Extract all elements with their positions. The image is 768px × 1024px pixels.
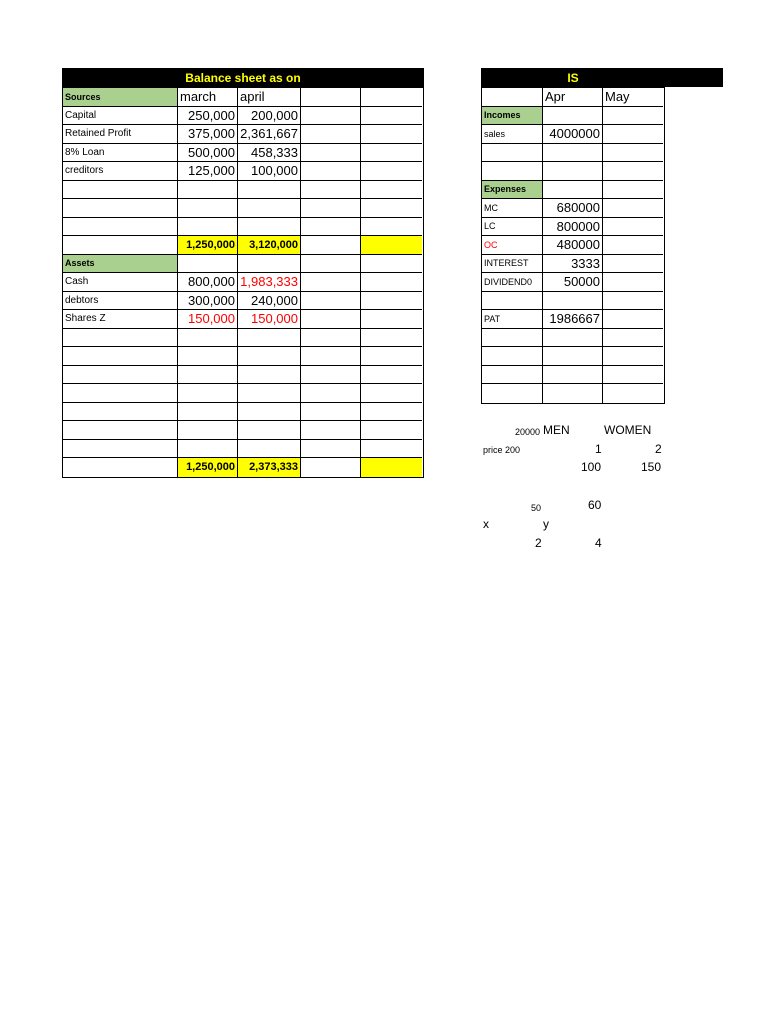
empty-cell[interactable] [361, 199, 422, 218]
table-row [63, 218, 423, 237]
empty-cell[interactable] [361, 292, 422, 311]
empty-cell[interactable] [178, 199, 238, 218]
empty-cell[interactable] [482, 144, 543, 163]
empty-cell[interactable] [301, 125, 361, 144]
note-two[interactable]: 2 [655, 442, 662, 456]
table-row [482, 88, 664, 107]
empty-cell[interactable] [482, 347, 543, 366]
incomes-header[interactable]: Incomes [482, 107, 543, 126]
table-row [63, 107, 423, 126]
row-label[interactable]: debtors [63, 292, 178, 311]
empty-cell[interactable] [603, 236, 663, 255]
empty-cell[interactable] [178, 218, 238, 237]
empty-cell[interactable] [603, 218, 663, 237]
sources-total-row [63, 236, 423, 255]
table-row [482, 144, 664, 163]
total-march[interactable]: 1,250,000 [178, 236, 238, 255]
empty-cell[interactable] [603, 125, 663, 144]
empty-cell[interactable] [63, 366, 178, 385]
note-price[interactable]: price 200 [483, 445, 521, 455]
empty-cell[interactable] [301, 458, 361, 477]
row-label[interactable]: LC [482, 218, 543, 237]
note-one[interactable]: 1 [595, 442, 602, 456]
table-row [482, 384, 664, 403]
value-cell[interactable]: 680000 [543, 199, 603, 218]
assets-total-row [63, 458, 423, 477]
table-row [482, 273, 664, 292]
value-cell[interactable]: 150,000 [178, 310, 238, 329]
empty-cell[interactable] [301, 384, 361, 403]
value-cell[interactable]: 1986667 [543, 310, 603, 329]
highlighted-empty-cell[interactable] [361, 458, 422, 477]
table-row [63, 403, 423, 422]
empty-cell[interactable] [301, 218, 361, 237]
table-row [482, 162, 664, 181]
empty-cell[interactable] [63, 218, 178, 237]
table-row [482, 292, 664, 311]
empty-cell[interactable] [361, 366, 422, 385]
table-row [482, 236, 664, 255]
empty-cell[interactable] [543, 162, 603, 181]
empty-cell[interactable] [603, 199, 663, 218]
empty-cell[interactable] [543, 292, 603, 311]
empty-cell[interactable] [361, 125, 422, 144]
empty-cell[interactable] [543, 181, 603, 200]
empty-cell[interactable] [361, 107, 422, 126]
empty-cell[interactable] [63, 440, 178, 459]
row-label[interactable]: Retained Profit [63, 125, 178, 144]
empty-cell[interactable] [301, 440, 361, 459]
table-row [482, 218, 664, 237]
empty-cell[interactable] [238, 329, 301, 348]
col-header-april[interactable]: april [238, 88, 301, 107]
value-cell[interactable]: 300,000 [178, 292, 238, 311]
empty-cell[interactable] [301, 144, 361, 163]
empty-cell[interactable] [603, 329, 663, 348]
empty-cell[interactable] [603, 144, 663, 163]
empty-cell[interactable] [301, 310, 361, 329]
empty-cell[interactable] [361, 440, 422, 459]
empty-cell[interactable] [178, 181, 238, 200]
empty-cell[interactable] [238, 384, 301, 403]
assets-header[interactable]: Assets [63, 255, 178, 274]
value-cell[interactable]: 50000 [543, 273, 603, 292]
value-cell[interactable]: 100,000 [238, 162, 301, 181]
empty-cell[interactable] [543, 144, 603, 163]
value-cell[interactable]: 240,000 [238, 292, 301, 311]
empty-cell[interactable] [361, 421, 422, 440]
row-label[interactable]: MC [482, 199, 543, 218]
empty-cell[interactable] [178, 384, 238, 403]
empty-cell[interactable] [361, 403, 422, 422]
value-cell[interactable]: 125,000 [178, 162, 238, 181]
total-april[interactable]: 3,120,000 [238, 236, 301, 255]
empty-cell[interactable] [543, 107, 603, 126]
empty-cell[interactable] [238, 421, 301, 440]
empty-cell[interactable] [178, 329, 238, 348]
balance-sheet-table [62, 68, 424, 478]
income-statement-table [481, 68, 665, 404]
empty-cell[interactable] [238, 347, 301, 366]
empty-cell[interactable] [178, 255, 238, 274]
empty-cell[interactable] [238, 181, 301, 200]
total-march[interactable]: 1,250,000 [178, 458, 238, 477]
empty-cell[interactable] [178, 421, 238, 440]
col-header-may[interactable]: May [603, 88, 663, 107]
note-women[interactable]: WOMEN [604, 423, 652, 437]
expenses-header[interactable]: Expenses [482, 181, 543, 200]
empty-cell[interactable] [63, 329, 178, 348]
row-label[interactable]: 8% Loan [63, 144, 178, 163]
empty-cell[interactable] [238, 403, 301, 422]
value-cell[interactable]: 458,333 [238, 144, 301, 163]
table-row [63, 440, 423, 459]
table-row [63, 384, 423, 403]
value-cell[interactable]: 250,000 [178, 107, 238, 126]
empty-cell[interactable] [543, 366, 603, 385]
value-cell[interactable]: 150,000 [238, 310, 301, 329]
value-cell[interactable]: 500,000 [178, 144, 238, 163]
table-row [63, 366, 423, 385]
empty-cell[interactable] [482, 162, 543, 181]
row-label[interactable]: PAT [482, 310, 543, 329]
table-row [482, 107, 664, 126]
empty-cell[interactable] [361, 218, 422, 237]
empty-cell[interactable] [603, 366, 663, 385]
sources-header[interactable]: Sources [63, 88, 178, 107]
table-row [63, 144, 423, 163]
income-statement-title: IS [482, 69, 664, 88]
empty-cell[interactable] [301, 88, 361, 107]
empty-cell[interactable] [603, 181, 663, 200]
empty-cell[interactable] [238, 199, 301, 218]
empty-cell[interactable] [63, 458, 178, 477]
table-row [63, 88, 423, 107]
empty-cell[interactable] [178, 403, 238, 422]
value-cell[interactable]: 2,361,667 [238, 125, 301, 144]
empty-cell[interactable] [603, 310, 663, 329]
empty-cell[interactable] [361, 255, 422, 274]
empty-cell[interactable] [238, 255, 301, 274]
empty-cell[interactable] [482, 292, 543, 311]
table-row [63, 255, 423, 274]
empty-cell[interactable] [482, 366, 543, 385]
empty-cell[interactable] [603, 292, 663, 311]
note-four[interactable]: 4 [595, 536, 602, 550]
empty-cell[interactable] [301, 421, 361, 440]
value-cell[interactable]: 3333 [543, 255, 603, 274]
table-row [63, 347, 423, 366]
row-label[interactable]: Capital [63, 107, 178, 126]
note-x[interactable]: x [483, 517, 489, 531]
empty-cell[interactable] [63, 181, 178, 200]
empty-cell[interactable] [301, 347, 361, 366]
value-cell[interactable]: 800000 [543, 218, 603, 237]
empty-cell[interactable] [361, 273, 422, 292]
balance-sheet-title: Balance sheet as on [63, 69, 423, 88]
row-label[interactable]: Shares Z [63, 310, 178, 329]
empty-cell[interactable] [361, 329, 422, 348]
empty-cell[interactable] [63, 236, 178, 255]
value-cell[interactable]: 200,000 [238, 107, 301, 126]
note-two-b[interactable]: 2 [535, 536, 542, 550]
empty-cell[interactable] [301, 199, 361, 218]
empty-cell[interactable] [361, 310, 422, 329]
empty-cell[interactable] [63, 403, 178, 422]
empty-cell[interactable] [603, 255, 663, 274]
empty-cell[interactable] [301, 181, 361, 200]
empty-cell[interactable] [361, 88, 422, 107]
empty-cell[interactable] [301, 255, 361, 274]
row-label[interactable]: INTEREST [482, 255, 543, 274]
row-label[interactable]: creditors [63, 162, 178, 181]
empty-cell[interactable] [543, 384, 603, 403]
empty-cell[interactable] [178, 440, 238, 459]
empty-cell[interactable] [482, 329, 543, 348]
table-row [63, 162, 423, 181]
row-label[interactable]: Cash [63, 273, 178, 292]
note-20000[interactable]: 20000 [515, 427, 541, 437]
empty-cell[interactable] [301, 273, 361, 292]
empty-cell[interactable] [238, 440, 301, 459]
empty-cell[interactable] [178, 366, 238, 385]
note-50[interactable]: 50 [531, 503, 542, 513]
empty-cell[interactable] [301, 236, 361, 255]
table-row [63, 273, 423, 292]
empty-cell[interactable] [63, 421, 178, 440]
note-men[interactable]: MEN [543, 423, 570, 437]
table-row [63, 329, 423, 348]
value-cell[interactable]: 480000 [543, 236, 603, 255]
highlighted-empty-cell[interactable] [361, 236, 422, 255]
empty-cell[interactable] [238, 218, 301, 237]
value-cell[interactable]: 800,000 [178, 273, 238, 292]
empty-cell[interactable] [603, 384, 663, 403]
value-cell[interactable]: 1,983,333 [238, 273, 301, 292]
empty-cell[interactable] [361, 384, 422, 403]
empty-cell[interactable] [301, 162, 361, 181]
empty-cell[interactable] [301, 292, 361, 311]
value-cell[interactable]: 4000000 [543, 125, 603, 144]
note-100[interactable]: 100 [581, 460, 602, 474]
empty-cell[interactable] [238, 366, 301, 385]
table-row [482, 255, 664, 274]
empty-cell[interactable] [301, 403, 361, 422]
empty-cell[interactable] [63, 347, 178, 366]
table-row [482, 310, 664, 329]
table-row [63, 310, 423, 329]
empty-cell[interactable] [361, 347, 422, 366]
empty-cell[interactable] [301, 366, 361, 385]
empty-cell[interactable] [361, 162, 422, 181]
note-60[interactable]: 60 [588, 498, 602, 512]
table-row [482, 329, 664, 348]
empty-cell[interactable] [543, 347, 603, 366]
table-row [63, 199, 423, 218]
table-row [482, 181, 664, 200]
col-header-march[interactable]: march [178, 88, 238, 107]
table-row [482, 199, 664, 218]
empty-cell[interactable] [603, 347, 663, 366]
empty-cell[interactable] [301, 329, 361, 348]
table-row [482, 125, 664, 144]
note-y[interactable]: y [543, 517, 549, 531]
table-row [63, 181, 423, 200]
col-header-apr[interactable]: Apr [543, 88, 603, 107]
table-row [63, 421, 423, 440]
empty-cell[interactable] [63, 199, 178, 218]
empty-cell[interactable] [603, 273, 663, 292]
empty-cell[interactable] [301, 107, 361, 126]
empty-cell[interactable] [63, 384, 178, 403]
total-april[interactable]: 2,373,333 [238, 458, 301, 477]
empty-cell[interactable] [543, 329, 603, 348]
note-150[interactable]: 150 [641, 460, 662, 474]
row-label[interactable]: DIVIDEND0 [482, 273, 543, 292]
row-label[interactable]: sales [482, 125, 543, 144]
value-cell[interactable]: 375,000 [178, 125, 238, 144]
table-row [63, 292, 423, 311]
table-row [63, 125, 423, 144]
empty-cell[interactable] [482, 384, 543, 403]
empty-cell[interactable] [603, 162, 663, 181]
empty-cell[interactable] [361, 144, 422, 163]
table-row [482, 347, 664, 366]
empty-cell[interactable] [178, 347, 238, 366]
table-row [482, 366, 664, 385]
row-label[interactable]: OC [482, 236, 543, 255]
empty-cell[interactable] [603, 107, 663, 126]
empty-cell[interactable] [482, 88, 543, 107]
empty-cell[interactable] [361, 181, 422, 200]
